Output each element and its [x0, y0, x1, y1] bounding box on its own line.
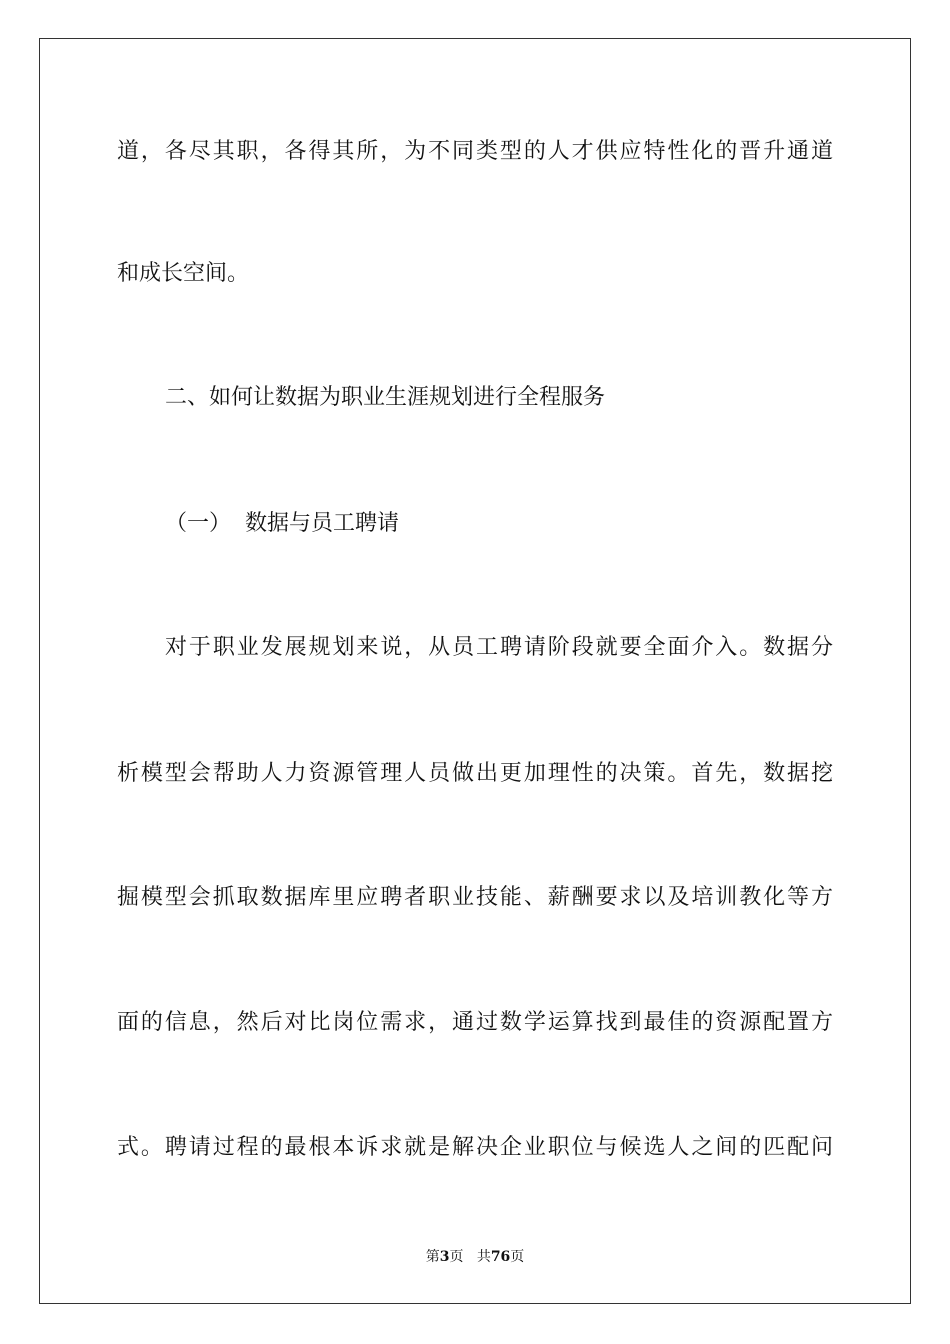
section-heading: 二、如何让数据为职业生涯规划进行全程服务 — [165, 385, 606, 410]
body-text-line: 式。聘请过程的最根本诉求就是解决企业职位与候选人之间的匹配问 — [117, 1135, 833, 1160]
page-border — [39, 38, 911, 1304]
total-prefix: 共 — [476, 1249, 491, 1265]
page-number: 3 — [439, 1249, 450, 1265]
body-text-line: 和成长空间。 — [117, 261, 250, 286]
page-suffix: 页 — [449, 1249, 464, 1265]
body-text-line: 析模型会帮助人力资源管理人员做出更加理性的决策。首先，数据挖 — [117, 761, 833, 786]
page-prefix: 第 — [425, 1249, 440, 1265]
body-text-line: 掘模型会抓取数据库里应聘者职业技能、薪酬要求以及培训教化等方 — [117, 885, 833, 910]
page-footer — [0, 1247, 950, 1267]
body-text-line: 道，各尽其职，各得其所，为不同类型的人才供应特性化的晋升通道 — [117, 139, 833, 164]
paragraph-first-line: 对于职业发展规划来说，从员工聘请阶段就要全面介入。数据分 — [165, 635, 833, 660]
body-text-line: 面的信息，然后对比岗位需求，通过数学运算找到最佳的资源配置方 — [117, 1010, 833, 1035]
total-suffix: 页 — [510, 1249, 525, 1265]
subsection-heading: （一） 数据与员工聘请 — [165, 511, 399, 536]
total-pages: 76 — [490, 1249, 511, 1265]
